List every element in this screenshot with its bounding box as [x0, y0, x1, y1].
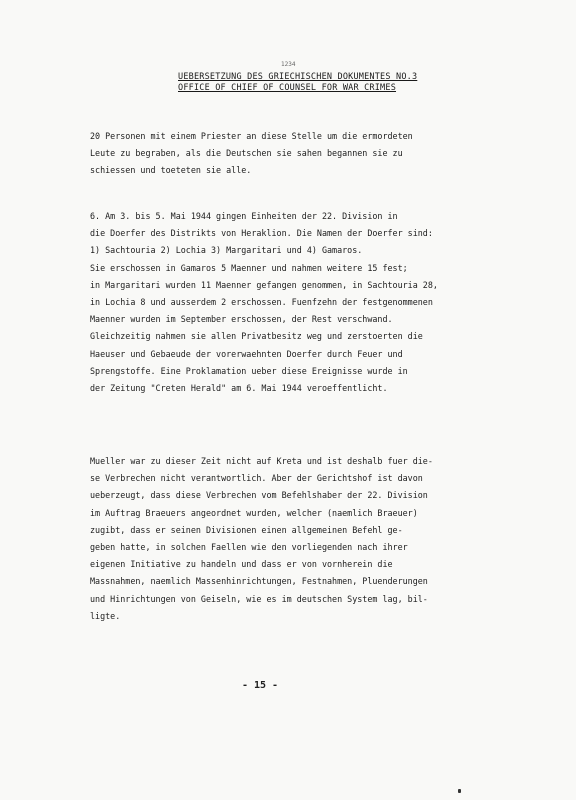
text-line: im Auftrag Braeuers angeordnet wurden, welcher (naemlich Braeuer): [90, 507, 418, 518]
paragraph-1: [90, 128, 490, 180]
text-line: 1) Sachtouria 2) Lochia 3) Margaritari und 4) Gamaros.: [90, 245, 363, 256]
paragraph-2: [90, 208, 490, 397]
text-line: Massnahmen, naemlich Massenhinrichtungen, Festnahmen, Pluenderungen: [90, 576, 428, 587]
text-line: 20 Personen mit einem Priester an diese Stelle um die ermordeten: [90, 131, 413, 141]
text-line: Gleichzeitig nahmen sie allen Privatbesitz weg und zerstoerten die: [90, 331, 423, 342]
text-line: in Lochia 8 und ausserdem 2 erschossen. Fuenfzehn der festgenommenen: [90, 296, 433, 307]
page-number: - 15 -: [241, 680, 279, 691]
text-line: ueberzeugt, dass diese Verbrechen vom Befehlshaber der 22. Division: [90, 490, 428, 501]
text-line: 6. Am 3. bis 5. Mai 1944 gingen Einheiten der 22. Division in: [90, 211, 398, 221]
text-line: zugibt, dass er seinen Divisionen einen allgemeinen Befehl ge-: [90, 524, 403, 535]
text-line: Sprengstoffe. Eine Proklamation ueber diese Ereignisse wurde in: [90, 365, 408, 376]
text-line: Sie erschossen in Gamaros 5 Maenner und nahmen weitere 15 fest;: [90, 262, 408, 273]
text-line: se Verbrechen nicht verantwortlich. Aber der Gerichtshof ist davon: [90, 473, 423, 484]
text-line: eigenen Initiative zu handeln und dass er von vornherein die: [90, 559, 393, 570]
header-line: OFFICE OF CHIEF OF COUNSEL FOR WAR CRIMES: [178, 83, 397, 93]
document-stamp: 1234: [281, 61, 296, 68]
text-line: Haeuser und Gebaeude der vorerwaehnten Doerfer durch Feuer und: [90, 348, 403, 359]
text-line: ligte.: [90, 610, 121, 621]
paragraph-3: [90, 453, 490, 625]
text-line: der Zeitung "Creten Herald" am 6. Mai 1944 veroeffentlicht.: [90, 382, 388, 393]
text-line: und Hinrichtungen von Geiseln, wie es im deutschen System lag, bil-: [90, 593, 428, 604]
text-line: die Doerfer des Distrikts von Heraklion. Die Namen der Doerfer sind:: [90, 228, 433, 239]
text-line: geben hatte, in solchen Faellen wie den vorliegenden nach ihrer: [90, 541, 408, 552]
text-line: Maenner wurden im September erschossen, der Rest verschwand.: [90, 314, 393, 325]
document-header: [178, 72, 418, 94]
text-line: Leute zu begraben, als die Deutschen sie sahen begannen sie zu: [90, 148, 403, 159]
text-line: in Margaritari wurden 11 Maenner gefangen genommen, in Sachtouria 28,: [90, 279, 438, 290]
text-line: Mueller war zu dieser Zeit nicht auf Kreta und ist deshalb fuer die-: [90, 456, 433, 466]
ink-mark: [458, 789, 461, 793]
header-line: UEBERSETZUNG DES GRIECHISCHEN DOKUMENTES NO.3: [178, 72, 418, 82]
text-line: schiessen und toeteten sie alle.: [90, 165, 252, 176]
